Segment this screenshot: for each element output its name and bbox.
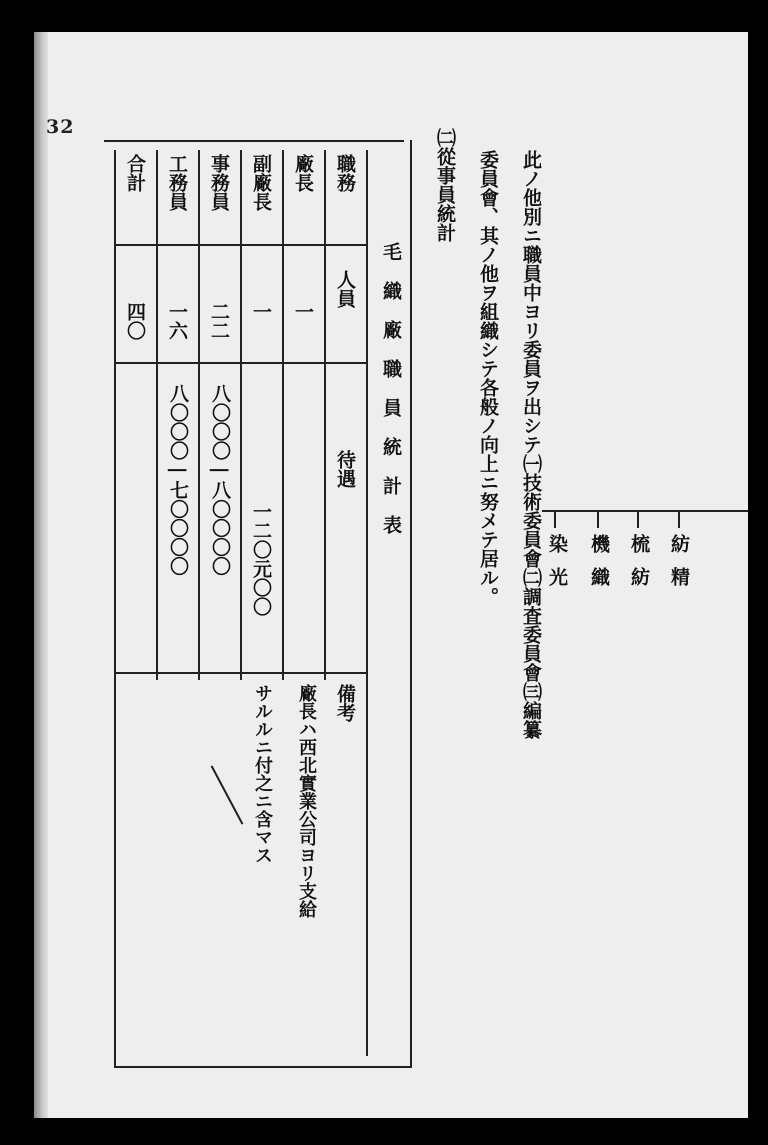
row-role: 副廠長: [250, 154, 272, 211]
header-role: 職務: [334, 154, 356, 192]
table-title: 毛織廠職員統計表: [380, 242, 402, 554]
table-right-rule: [410, 140, 412, 1068]
branch-spinning-fine: 紡精: [668, 534, 690, 600]
row-role: 事務員: [208, 154, 230, 211]
row-divider: [156, 150, 158, 680]
header-pay: 待遇: [334, 450, 356, 488]
section-heading: ㈡從事員統計: [434, 128, 456, 242]
row-pay: 一二〇元〇〇: [250, 502, 272, 616]
header-count: 人員: [334, 270, 356, 308]
branch-tick: [554, 510, 556, 528]
body-text-column-2: 委員會、其ノ他ヲ組織シテ各般ノ向上ニ努メテ居ル。: [477, 150, 499, 606]
pay-rule: [114, 672, 366, 674]
page-number: 32: [46, 116, 75, 138]
branch-tick: [597, 510, 599, 528]
page-binding-edge: [34, 32, 48, 1118]
remark-text-2: サルルニ付之ニ含マス: [252, 684, 273, 864]
row-divider: [282, 150, 284, 680]
table-bottom-rule: [114, 1066, 410, 1068]
remark-slash-mark: [211, 765, 244, 824]
table-top-rule: [104, 140, 404, 142]
header-note: 備考: [334, 684, 356, 722]
row-pay: 八〇〇〇 | 八〇〇〇〇: [209, 384, 231, 576]
row-count: 一六: [166, 302, 188, 340]
row-pay: 八〇〇〇 | 七〇〇〇〇: [167, 384, 189, 576]
row-divider: [324, 150, 326, 680]
row-divider: [240, 150, 242, 680]
body-text-column-1: 此ノ他別ニ職員中ヨリ委員ヲ出シテ㈠技術委員會㈡調査委員會㈢編纂: [520, 150, 542, 739]
row-role: 廠長: [292, 154, 314, 192]
row-count: 一: [292, 302, 314, 321]
row-role: 合計: [124, 154, 146, 192]
row-divider: [198, 150, 200, 680]
branch-bar: [542, 510, 748, 512]
branch-weaving: 機織: [588, 534, 610, 600]
document-page: [34, 32, 748, 1118]
branch-tick: [637, 510, 639, 528]
count-rule: [114, 362, 366, 364]
row-role: 工務員: [166, 154, 188, 211]
row-count: 四〇: [124, 302, 146, 340]
remark-text-1: 廠長ハ西北實業公司ヨリ支給: [296, 684, 317, 918]
row-count: 二二: [208, 302, 230, 340]
branch-tick: [678, 510, 680, 528]
branch-combing: 梳紡: [628, 534, 650, 600]
branch-dyeing: 染光: [546, 534, 568, 600]
header-rule: [114, 244, 366, 246]
row-count: 一: [250, 302, 272, 321]
table-left-rule: [114, 150, 116, 1068]
table-title-divider: [366, 150, 368, 1056]
